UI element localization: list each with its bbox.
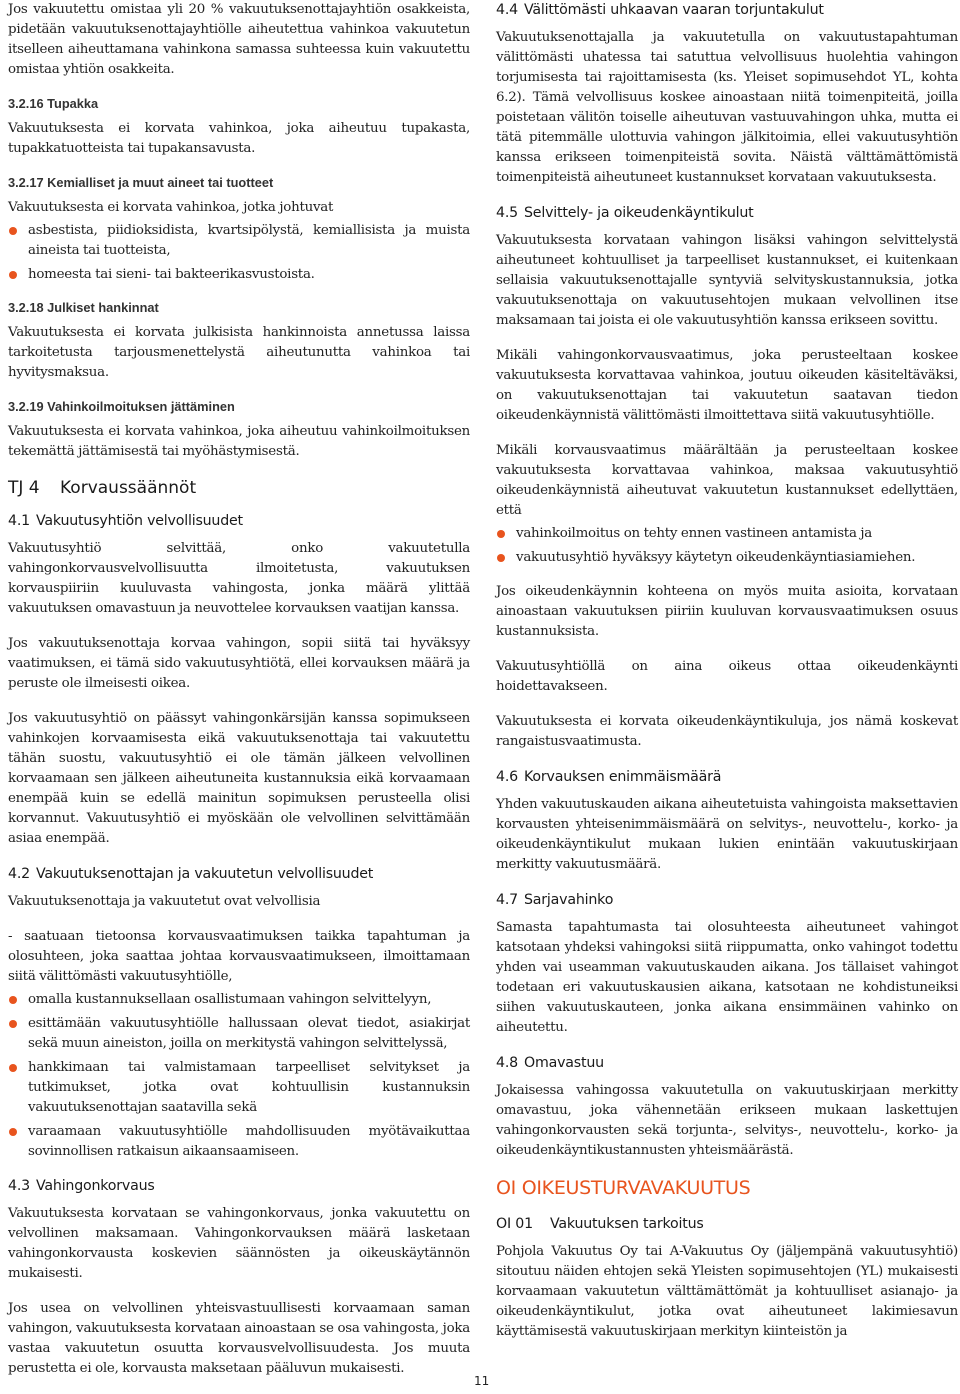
paragraph: Jos vakuutuksenottaja korvaa vahingon, sopii siitä tai hyväksyy vaatimuksen, ei tämä sido vakuutusyhtiötä, ellei korvauksen määrä ja peruste ole ilmeisesti oikea. <box>8 636 470 691</box>
bullet-list <box>8 221 470 285</box>
paragraph: Vakuutusyhtiöllä on aina oikeus ottaa oikeudenkäynti hoidettavakseen. <box>496 659 958 694</box>
section-heading-4-8: 4.8 Omavastuu <box>496 1055 604 1071</box>
chapter-heading-oi: OI OIKEUSTURVAVAKUUTUS <box>496 1177 751 1199</box>
paragraph: Samasta tapahtumasta tai olosuhteesta aiheutuneet vahingot katsotaan yhdeksi vahingoksi siitä riippumatta, onko vahingot todettu yhden vai useamman vakuutuskauden aikana. Jos tällaiset vahingot todetaan eri vakuutuskausien aikana, katsotaan ne kohdistuneiksi siihen vakuutuskauteen, jonka aikana ensimmäinen vahinko on aiheutettu. <box>496 920 958 1035</box>
bullet-dot-icon <box>497 530 505 538</box>
left-column <box>8 0 470 1394</box>
right-column <box>496 0 958 1357</box>
paragraph: Jos usea on velvollinen yhteisvastuullisesti korvaamaan saman vahingon, vakuutuksesta korvataan ainoastaan se osa vahingosta, joka vastaa vakuutetun osuutta korvausvelvollisuudesta. Jos muuta perustetta ei ole, korvausta maksetaan pääluvun mukaisesti. <box>8 1301 470 1376</box>
list-item: esittämään vakuutusyhtiölle hallussaan olevat tiedot, asiakirjat sekä muun aineiston, joilla on merkitystä vahingon selvittelyssä, <box>8 1014 470 1054</box>
paragraph: Jos oikeudenkäynnin kohteena on myös muita asioita, korvataan ainoastaan vakuutuksen piiriin kuuluvan korvausvaatimuksen osuus kustannuksista. <box>496 584 958 639</box>
bullet-dot-icon <box>9 227 17 235</box>
paragraph: Mikäli vahingonkorvausvaatimus, joka perusteeltaan koskee vakuutuksesta korvattavaa vahinkoa, joutuu oikeuden käsiteltäväksi, on vakuutuksenottajan tai vakuutetun saatavan tiedon oikeudenkäynnistä välittömästi ilmoittettava siitä vakuutusyhtiölle. <box>496 348 958 423</box>
bullet-dot-icon <box>9 1128 17 1136</box>
bullet-dot-icon <box>9 1064 17 1072</box>
section-heading-4-3: 4.3 Vahingonkorvaus <box>8 1178 155 1194</box>
section-heading-4-5: 4.5 Selvittely- ja oikeudenkäyntikulut <box>496 205 754 221</box>
section-heading-3-2-18: 3.2.18 Julkiset hankinnat <box>8 300 159 315</box>
section-heading-4-6: 4.6 Korvauksen enimmäismäärä <box>496 769 722 785</box>
section-heading-4-1: 4.1 Vakuutusyhtiön velvollisuudet <box>8 513 243 529</box>
bullet-dot-icon <box>9 1020 17 1028</box>
paragraph: Vakuutuksesta ei korvata oikeudenkäyntikuluja, jos nämä koskevat rangaistusvaatimusta. <box>496 714 958 749</box>
paragraph: Vakuutuksesta ei korvata julkisista hankinnoista annetussa laissa tarkoitetusta tarjousmenettelystä aiheutunutta vahinkoa tai hyvitysmaksua. <box>8 325 470 380</box>
list-item: homeesta tai sieni- tai bakteerikasvustoista. <box>8 265 470 285</box>
paragraph: Vakuutuksesta ei korvata vahinkoa, jotka johtuvat <box>8 200 334 215</box>
paragraph: Vakuutuksesta korvataan vahingon lisäksi vahingon selvittelystä aiheutuneet kohtuulliset ja tarpeelliset kustannukset, ei kuitenkaan sellaisia vakuutuksenottajalle syntyviä selvityskustannuksia, jotka vakuutuksenottaja on vakuutusehtojen mukaan velvollinen itse maksamaan tai joista ei ole vakuutusyhtiön kanssa erikseen sovittu. <box>496 233 958 328</box>
paragraph: Vakuutusyhtiö selvittää, onko vakuutetulla vahingonkorvausvelvollisuutta ilmoitetusta, vakuutuksen korvauspiiriin kuuluvasta vahingosta, jonka määrä ylittää vakuutuksen omavastuun ja neuvottelee korvauksen vaatijan kanssa. <box>8 541 470 616</box>
paragraph: Vakuutuksenottajalla ja vakuutetulla on vakuutustapahtuman välittömästi uhatessa tai satuttua velvollisuus huolehtia vahingon torjumisesta tai rajoittamisesta (ks. Yleiset sopimusehdot YL, kohta 6.2). Tämä velvollisuus koskee ainoastaan niitä toimenpiteitä, joilla poistetaan välitön toiselle aiheutuvan vastuuvahingon uhka, mutta ei tätä pitemmälle ulottuvia vahingon jälkitoimia, ellei vakuutusyhtiön kanssa erikseen toimenpiteistä sovita. Näistä välttämättömistä toimenpiteistä aiheutuneet kustannukset korvataan vakuutuksesta. <box>496 30 958 185</box>
chapter-heading-tj4: TJ 4 Korvaussäännöt <box>8 478 197 498</box>
list-item: varaamaan vakuutusyhtiölle mahdollisuuden myötävaikuttaa sovinnollisen ratkaisun aikaansaamiseen. <box>8 1122 470 1162</box>
paragraph: Jokaisessa vahingossa vakuutetulla on vakuutuskirjaan merkitty omavastuu, joka vähennetään erikseen mukaan laskettujen vahingonkorvausten sekä torjunta-, selvitys-, neuvottelu-, korko- ja oikeudenkäyntikustannusten yhteismäärästä. <box>496 1083 958 1158</box>
paragraph: Vakuutuksesta korvataan se vahingonkorvaus, jonka vakuutettu on velvollinen maksamaan. Vahingonkorvauksen määrä lasketaan vahingonkorvausta koskevien säännösten ja oikeuskäytännön mukaisesti. <box>8 1206 470 1281</box>
list-item: asbestista, piidioksidista, kvartsipölystä, kemiallisista ja muista aineista tai tuotteista, <box>8 221 470 261</box>
paragraph: - saatuaan tietoonsa korvausvaatimuksen taikka tapahtuman ja olosuhteen, joka saattaa johtaa korvausvaatimukseen, ilmoittamaan siitä välittömästi vakuutusyhtiölle, <box>8 929 470 984</box>
section-heading-3-2-17: 3.2.17 Kemialliset ja muut aineet tai tuotteet <box>8 175 274 190</box>
page-number: 11 <box>474 1374 490 1388</box>
list-item: hankkimaan tai valmistamaan tarpeelliset selvitykset ja tutkimukset, jotka ovat kohtuullisin kustannuksin vakuutuksenottajan saatavilla sekä <box>8 1058 470 1118</box>
bullet-list <box>496 524 958 568</box>
paragraph: Vakuutuksenottaja ja vakuutetut ovat velvollisia <box>8 894 321 909</box>
paragraph: Vakuutuksesta ei korvata vahinkoa, joka aiheutuu tupakasta, tupakkatuotteista tai tupakansavusta. <box>8 121 470 156</box>
section-heading-3-2-16: 3.2.16 Tupakka <box>8 96 99 111</box>
section-heading-4-7: 4.7 Sarjavahinko <box>496 892 614 908</box>
bullet-dot-icon <box>9 271 17 279</box>
paragraph: Pohjola Vakuutus Oy tai A-Vakuutus Oy (jäljempänä vakuutusyhtiö) sitoutuu näiden ehtojen sekä Yleisten sopimusehtojen (YL) mukaisesti korvaamaan vakuutetun välttämättömät ja kohtuulliset asianajo- ja oikeudenkäyntikulut, jotka ovat aiheutuneet lakimiesavun käyttämisestä vakuutuskirjaan merkityn kiinteistön ja <box>496 1244 958 1339</box>
paragraph: Mikäli korvausvaatimus määrältään ja perusteeltaan koskee vakuutuksesta korvattavaa vahinkoa, maksaa vakuutusyhtiö oikeudenkäynnistä aiheutuvat vakuutetun kustannukset edellyttäen, että <box>496 443 958 518</box>
section-heading-4-4: 4.4 Välittömästi uhkaavan vaaran torjuntakulut <box>496 2 824 18</box>
paragraph: Jos vakuutusyhtiö on päässyt vahingonkärsijän kanssa sopimukseen vahinkojen korvaamisesta eikä vakuutuksenottaja tai vakuutettu tähän suostu, vakuutusyhtiö ei ole tämän jälkeen velvollinen korvaamaan sen jälkeen aiheutuneita kustannuksia eikä korvaamaan enempää kuin se edellä mainitun sopimuksen perusteella olisi korvannut. Vakuutusyhtiö ei myöskään ole velvollinen selvittämään asiaa enempää. <box>8 711 470 846</box>
list-item: vakuutusyhtiö hyväksyy käytetyn oikeudenkäyntiasiamiehen. <box>496 548 958 568</box>
paragraph: Yhden vakuutuskauden aikana aiheutetuista vahingoista maksettavien korvausten yhteisenimmäismäärä on selvitys-, neuvottelu-, korko- ja oikeudenkäyntikulut mukaan lukien enintään vakuutuskirjaan merkitty vakuutusmäärä. <box>496 797 958 872</box>
bullet-list <box>8 990 470 1162</box>
section-heading-3-2-19: 3.2.19 Vahinkoilmoituksen jättäminen <box>8 399 235 414</box>
paragraph: Vakuutuksesta ei korvata vahinkoa, joka aiheutuu vahinkoilmoituksen tekemättä jättämisestä tai myöhästymisestä. <box>8 424 470 459</box>
bullet-dot-icon <box>497 554 505 562</box>
bullet-dot-icon <box>9 996 17 1004</box>
section-heading-4-2: 4.2 Vakuutuksenottajan ja vakuutetun velvollisuudet <box>8 866 374 882</box>
paragraph: Jos vakuutettu omistaa yli 20 % vakuutuksenottajayhtiön osakkeista, pidetään vakuutuksenottajayhtiölle aiheutettua vahinkoa vakuutetun itselleen aiheuttamana vahinkona samassa suhteessa kuin vakuutettu omistaa yhtiön osakkeita. <box>8 2 470 77</box>
section-heading-oi-01: OI 01 Vakuutuksen tarkoitus <box>496 1216 704 1232</box>
list-item: vahinkoilmoitus on tehty ennen vastineen antamista ja <box>496 524 958 544</box>
list-item: omalla kustannuksellaan osallistumaan vahingon selvittelyyn, <box>8 990 470 1010</box>
